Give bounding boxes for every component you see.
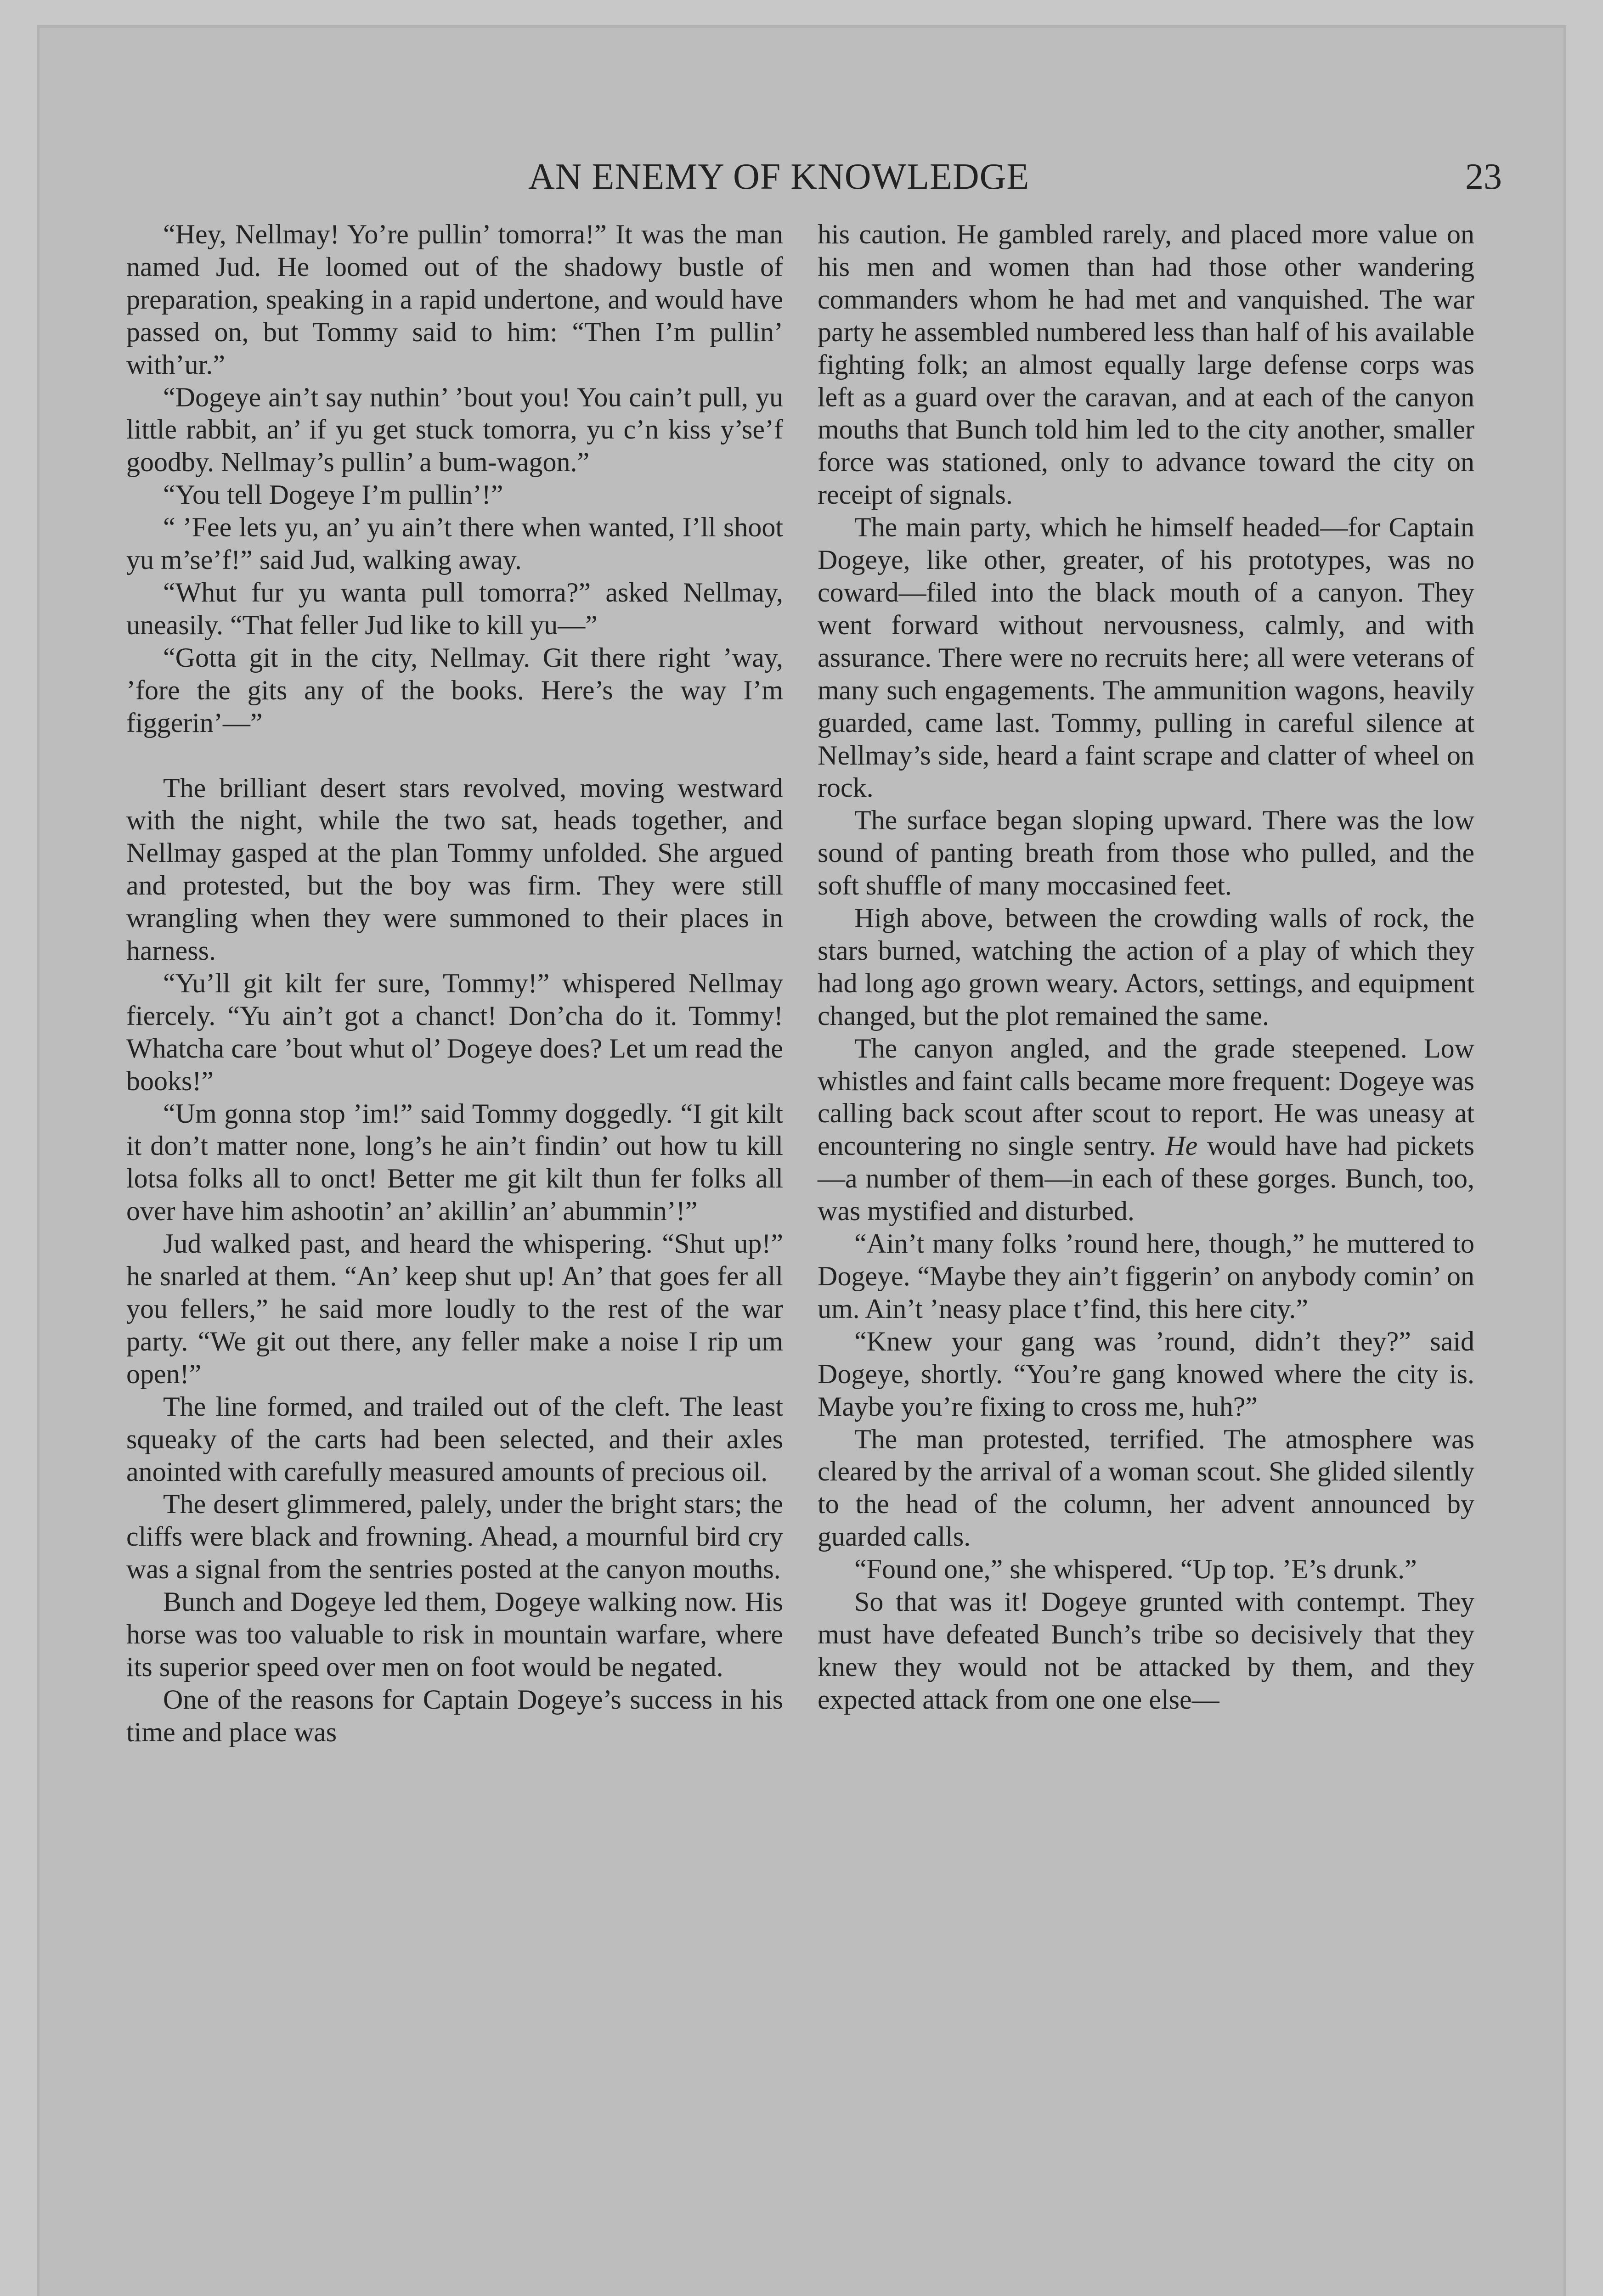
paragraph: Bunch and Dogeye led them, Dogeye walking now. His horse was too valuable to risk in mountain warfare, where its superior speed over men on foot would be negated. — [126, 1587, 783, 1682]
paragraph: “Ain’t many folks ’round here, though,” he muttered to Dogeye. “Maybe they ain’t figgerin’ on anybody comin’ on um. Ain’t ’neasy place t’find, this here city.” — [818, 1228, 1474, 1324]
running-header — [528, 156, 1566, 202]
paragraph: his caution. He gambled rarely, and placed more value on his men and women than had those other wandering commanders whom he had met and vanquished. The war party he assembled numbered less than half of his available fighting folk; an almost equally large defense corps was left as a guard over the caravan, and at each of the canyon mouths that Bunch told him led to the city another, smaller force was stationed, only to advance toward the city on receipt of signals. — [818, 219, 1474, 510]
paragraph: The man protested, terrified. The atmosphere was cleared by the arrival of a woman scout. She glided silently to the head of the column, her advent announced by guarded calls. — [818, 1424, 1474, 1552]
paragraph: The desert glimmered, palely, under the bright stars; the cliffs were black and frowning. Ahead, a mournful bird cry was a signal from the sentries posted at the canyon mouths. — [126, 1489, 783, 1585]
paragraph: So that was it! Dogeye grunted with contempt. They must have defeated Bunch’s tribe so decisively that they knew they would not be attacked by them, and they expected attack from one one else— — [818, 1587, 1474, 1715]
page-number: 23 — [1465, 157, 1502, 197]
paragraph: “Dogeye ain’t say nuthin’ ’bout you! You cain’t pull, yu little rabbit, an’ if yu get stuck tomorra, yu c’n kiss y’se’f goodby. Nellmay’s pullin’ a bum-wagon.” — [126, 382, 783, 478]
paragraph-text: The canyon angled, and the grade steepened. Low whistles and faint calls became more frequent: Dogeye was calling back scout after scout to report. He was uneasy at encountering no single sentry. — [818, 1033, 1474, 1161]
paragraph: The main party, which he himself headed—for Captain Dogeye, like other, greater, of his prototypes, was no coward—filed into the black mouth of a canyon. They went forward without nervousness, calmly, and with assurance. There were no recruits here; all were veterans of many such engagements. The ammunition wagons, heavily guarded, came last. Tommy, pulling in careful silence at Nellmay’s side, heard a faint scrape and clatter of wheel on rock. — [818, 512, 1474, 803]
paragraph: One of the reasons for Captain Dogeye’s success in his time and place was — [126, 1684, 783, 1747]
book-page — [37, 25, 1566, 2296]
paragraph: “ ’Fee lets yu, an’ yu ain’t there when wanted, I’ll shoot yu m’se’f!” said Jud, walking away. — [126, 512, 783, 575]
right-text-column — [818, 218, 1474, 1716]
paragraph: Jud walked past, and heard the whispering. “Shut up!” he snarled at them. “An’ keep shut up! An’ that goes fer all you fellers,” he said more loudly to the rest of the war party. “We git out there, any feller make a noise I rip um open!” — [126, 1228, 783, 1389]
paragraph-text: would have had pickets—a number of them—in each of these gorges. Bunch, too, was mystified and disturbed. — [818, 1131, 1474, 1227]
emphasis-text: He — [1165, 1131, 1198, 1161]
paragraph: “Hey, Nellmay! Yo’re pullin’ tomorra!” It was the man named Jud. He loomed out of the shadowy bustle of preparation, speaking in a rapid undertone, and would have passed on, but Tommy said to him: “Then I’m pullin’ with’ur.” — [126, 219, 783, 380]
paragraph — [818, 1032, 1474, 1227]
paragraph: “Yu’ll git kilt fer sure, Tommy!” whispered Nellmay fiercely. “Yu ain’t got a chanct! Don’cha do it. Tommy! Whatcha care ’bout whut ol’ Dogeye does? Let um read the books!” — [126, 968, 783, 1096]
paragraph: High above, between the crowding walls of rock, the stars burned, watching the action of a play of which they had long ago grown weary. Actors, settings, and equipment changed, but the plot remained the same. — [818, 903, 1474, 1031]
paragraph: “Whut fur yu wanta pull tomorra?” asked Nellmay, uneasily. “That feller Jud like to kill yu—” — [126, 577, 783, 640]
paragraph: “You tell Dogeye I’m pullin’!” — [163, 479, 503, 510]
paragraph: “Knew your gang was ’round, didn’t they?” said Dogeye, shortly. “You’re gang knowed where the city is. Maybe you’re fixing to cross me, huh?” — [818, 1326, 1474, 1422]
running-title: AN ENEMY OF KNOWLEDGE — [528, 157, 1030, 197]
paragraph: “Gotta git in the city, Nellmay. Git there right ’way, ’fore the gits any of the books. Here’s the way I’m figgerin’—” — [126, 642, 783, 738]
left-text-column — [126, 218, 783, 1749]
paragraph: The surface began sloping upward. There was the low sound of panting breath from those who pulled, and the soft shuffle of many moccasined feet. — [818, 805, 1474, 901]
paragraph: “Um gonna stop ’im!” said Tommy doggedly. “I git kilt it don’t matter none, long’s he ain’t findin’ out how tu kill lotsa folks all to onct! Better me git kilt thun fer folks all over have him ashootin’ an’ akillin’ an’ abummin’!” — [126, 1098, 783, 1227]
paragraph: “Found one,” she whispered. “Up top. ’E’s drunk.” — [854, 1554, 1417, 1585]
paragraph: The line formed, and trailed out of the cleft. The least squeaky of the carts had been selected, and their axles anointed with carefully measured amounts of precious oil. — [126, 1391, 783, 1487]
paragraph: The brilliant desert stars revolved, moving westward with the night, while the two sat, heads together, and Nellmay gasped at the plan Tommy unfolded. She argued and protested, but the boy was firm. They were still wrangling when they were summoned to their places in harness. — [126, 772, 783, 966]
